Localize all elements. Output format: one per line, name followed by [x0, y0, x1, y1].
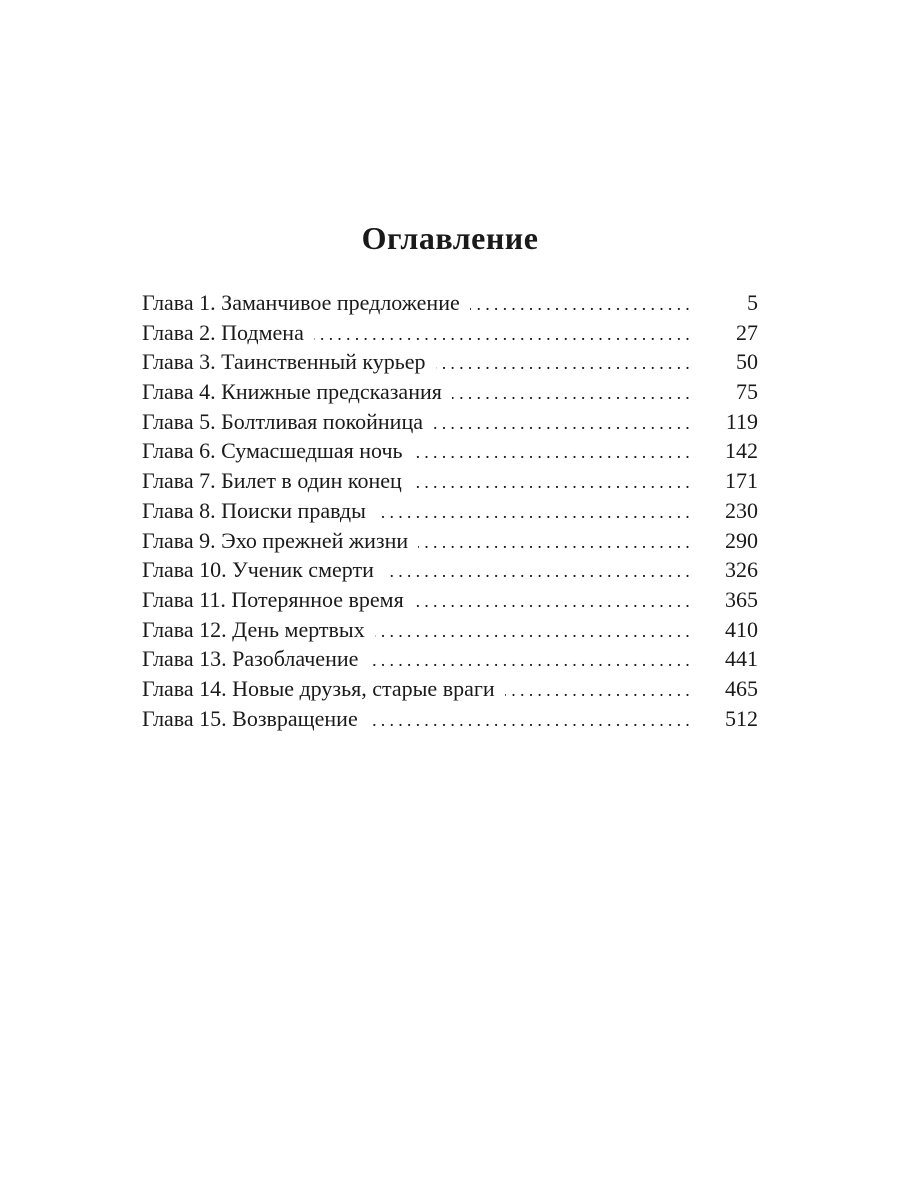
dot-leader [368, 706, 702, 736]
toc-entry [142, 318, 758, 348]
toc-entry-page: 50 [736, 349, 758, 375]
toc-entry-page: 365 [725, 586, 758, 612]
toc-entry-page: 142 [725, 438, 758, 464]
toc-entry-page: 230 [725, 497, 758, 523]
dot-leader [414, 587, 702, 617]
toc-entry-title: Глава 8. Поиски правды [142, 497, 366, 523]
toc-entry-title: Глава 13. Разоблачение [142, 646, 359, 672]
toc-entry-page: 326 [725, 557, 758, 583]
toc-entry [142, 526, 758, 556]
toc-entry-title: Глава 6. Сумасшедшая ночь [142, 438, 403, 464]
table-of-contents [142, 288, 758, 733]
toc-entry-title: Глава 14. Новые друзья, старые враги [142, 675, 495, 701]
toc-entry-page: 27 [736, 319, 758, 345]
toc-entry-title: Глава 9. Эхо прежней жизни [142, 527, 409, 553]
dot-leader [436, 349, 702, 379]
toc-entry-title: Глава 10. Ученик смерти [142, 557, 374, 583]
toc-entry [142, 704, 758, 734]
dot-leader [505, 676, 702, 706]
toc-entry [142, 347, 758, 377]
toc-entry-page: 410 [725, 616, 758, 642]
toc-entry-title: Глава 4. Книжные предсказания [142, 379, 442, 405]
dot-leader [384, 557, 702, 587]
toc-entry [142, 407, 758, 437]
dot-leader [375, 617, 702, 647]
toc-entry-title: Глава 1. Заманчивое предложение [142, 290, 460, 315]
toc-entry-page: 441 [725, 646, 758, 672]
toc-entry [142, 496, 758, 526]
page-title: Оглавление [361, 220, 539, 256]
toc-entry-title: Глава 7. Билет в один конец [142, 468, 402, 494]
dot-leader [418, 528, 702, 558]
toc-entry-page: 5 [747, 290, 758, 315]
dot-leader [376, 498, 702, 528]
dot-leader [314, 320, 702, 350]
toc-entry [142, 288, 758, 318]
toc-entry [142, 466, 758, 496]
dot-leader [452, 379, 702, 409]
toc-entry-page: 75 [736, 379, 758, 405]
toc-entry [142, 555, 758, 585]
toc-entry-title: Глава 3. Таинственный курьер [142, 349, 426, 375]
toc-entry-title: Глава 12. День мертвых [142, 616, 365, 642]
toc-entry-page: 465 [725, 675, 758, 701]
dot-leader [412, 468, 702, 498]
toc-entry-page: 290 [725, 527, 758, 553]
dot-leader [470, 290, 702, 320]
toc-entry [142, 644, 758, 674]
toc-entry-title: Глава 5. Болтливая покойница [142, 408, 423, 434]
toc-entry-page: 119 [725, 408, 758, 434]
toc-entry [142, 585, 758, 615]
toc-entry-title: Глава 11. Потерянное время [142, 586, 404, 612]
toc-entry [142, 436, 758, 466]
toc-entry [142, 615, 758, 645]
dot-leader [368, 646, 702, 676]
toc-entry-page: 171 [725, 468, 758, 494]
toc-entry-page: 512 [725, 705, 758, 731]
dot-leader [413, 438, 702, 468]
toc-entry [142, 377, 758, 407]
dot-leader [433, 409, 702, 439]
toc-entry-title: Глава 15. Возвращение [142, 705, 358, 731]
toc-entry [142, 674, 758, 704]
toc-entry-title: Глава 2. Подмена [142, 319, 304, 345]
